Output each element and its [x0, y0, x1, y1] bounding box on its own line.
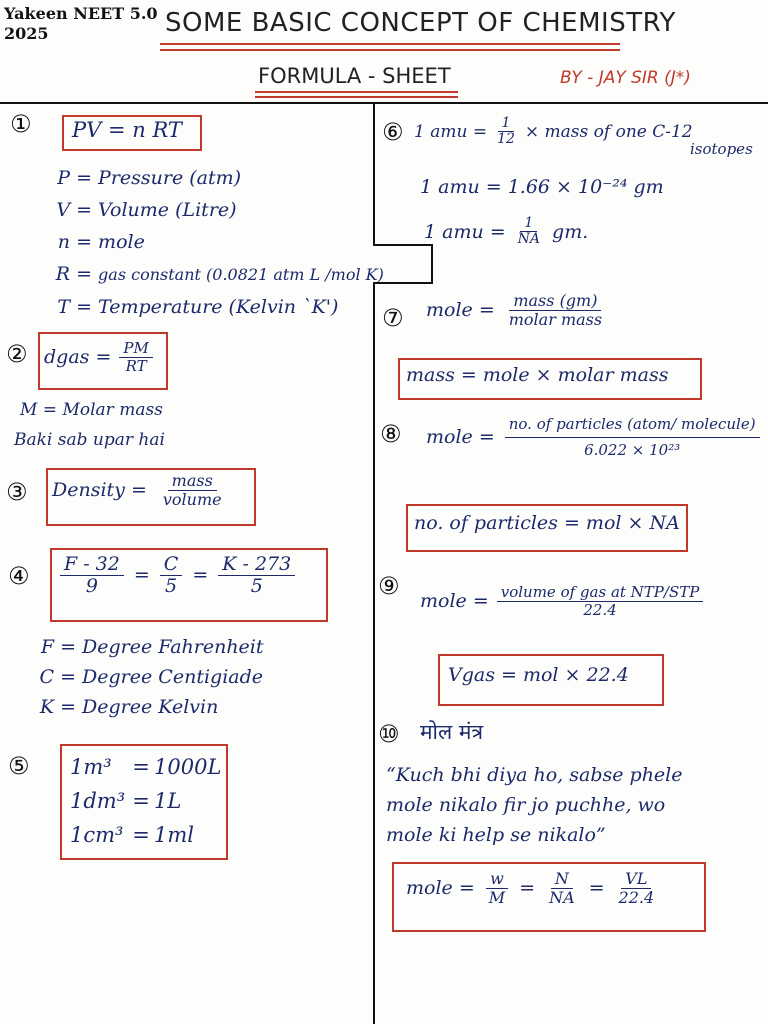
amu-fraction	[493, 116, 519, 148]
eq-sign: =	[132, 789, 150, 813]
n-fraction	[545, 870, 579, 906]
density-num: mass	[168, 472, 217, 491]
brand-line1: Yakeen NEET 5.0	[4, 4, 158, 23]
eq-sign: =	[132, 755, 150, 779]
w-fraction	[485, 870, 509, 906]
mantra-quote	[386, 760, 683, 850]
amu-value: 1 amu = 1.66 × 10⁻²⁴ gm	[420, 176, 664, 198]
mole-particles-fraction	[505, 416, 760, 458]
k-den: 5	[250, 574, 263, 597]
def-symbol: F =	[40, 636, 76, 658]
temperature-formula	[60, 554, 295, 597]
vl-den: 22.4	[618, 887, 655, 907]
amu-na-num: 1	[520, 216, 537, 232]
brand-label	[4, 4, 158, 44]
section-4-marker: ④	[8, 562, 30, 590]
mole-mass-formula	[426, 292, 606, 328]
mole-mantra-heading: मोल मंत्र	[420, 720, 484, 744]
def-row	[40, 194, 384, 226]
particles-box-formula: no. of particles = mol × NA	[414, 512, 680, 534]
mole-particles-den: 6.022 × 10²³	[584, 440, 681, 459]
k-fraction	[218, 554, 295, 597]
f-den: 9	[85, 574, 98, 597]
mole-volume-den: 22.4	[583, 600, 617, 619]
mole-volume-num: volume of gas at NTP/STP	[497, 584, 704, 602]
unit-left: 1m³	[70, 755, 112, 779]
density-formula	[52, 472, 226, 508]
dgas-lhs: dgas =	[44, 346, 112, 368]
def-desc: Volume (Litre)	[98, 199, 237, 221]
section-2-marker: ②	[6, 340, 28, 368]
c-fraction	[160, 554, 183, 597]
c-den: 5	[165, 574, 178, 597]
w-num: w	[486, 870, 508, 889]
f-fraction	[60, 554, 124, 597]
eq-sign: =	[519, 877, 536, 900]
mole-particles-formula	[426, 416, 760, 458]
amu-isotopes: isotopes	[690, 140, 753, 158]
mass-box-formula: mass = mole × molar mass	[406, 364, 669, 386]
unit-right: 1000L	[154, 755, 222, 779]
amu-na-unit: gm.	[552, 220, 589, 243]
molar-mass-note: M = Molar mass	[20, 400, 163, 420]
def-row	[40, 258, 384, 291]
density-gas-formula	[44, 340, 153, 374]
page-subtitle: FORMULA - SHEET	[258, 64, 451, 88]
density-fraction	[159, 472, 226, 508]
unit-right: 1ml	[154, 823, 194, 847]
unit-right: 1L	[154, 789, 182, 813]
eq-sign: =	[192, 564, 209, 587]
mole-summary-formula	[406, 870, 658, 906]
section-3-marker: ③	[6, 478, 28, 506]
eq-sign: =	[588, 877, 605, 900]
vl-fraction	[615, 870, 659, 906]
def-symbol: n =	[57, 231, 92, 253]
def-row	[30, 692, 264, 722]
amu-def	[414, 116, 693, 148]
amu-lhs: 1 amu =	[414, 121, 488, 142]
quote-line: mole nikalo fir jo puchhe, wo	[386, 794, 666, 816]
volume-units-table	[70, 750, 221, 852]
def-row	[30, 662, 264, 692]
section-6-marker: ⑥	[382, 118, 404, 146]
def-row	[40, 162, 384, 194]
def-symbol: C =	[39, 666, 76, 688]
unit-left: 1cm³	[70, 823, 124, 847]
c-num: C	[160, 554, 183, 576]
mole-lhs: mole =	[406, 877, 475, 900]
dgas-den: RT	[125, 356, 147, 375]
def-row	[40, 226, 384, 258]
unit-row	[70, 750, 221, 784]
mole-mass-num: mass (gm)	[509, 292, 601, 311]
quote-line: “Kuch bhi diya ho, sabse phele	[386, 764, 683, 786]
unit-left: 1dm³	[70, 789, 126, 813]
mole-lhs: mole =	[420, 590, 489, 612]
def-symbol: T =	[57, 296, 92, 318]
mole-mass-den: molar mass	[508, 309, 603, 329]
mole-lhs: mole =	[426, 299, 495, 322]
unit-row	[70, 818, 221, 852]
section-1-marker: ①	[10, 110, 32, 138]
eq-sign: =	[133, 564, 150, 587]
unit-row	[70, 784, 221, 818]
amu-na-den: NA	[517, 231, 541, 248]
section-10-marker: ⑩	[378, 720, 400, 748]
amu-den: 12	[497, 131, 515, 148]
mole-particles-num: no. of particles (atom/ molecule)	[505, 416, 760, 438]
def-desc: gas constant (0.0821 atm L /mol K)	[98, 265, 384, 284]
mole-lhs: mole =	[426, 426, 495, 448]
def-list-1	[40, 162, 384, 323]
vl-num: VL	[621, 870, 651, 889]
mole-mass-fraction	[505, 292, 606, 328]
def-desc: Degree Centigiade	[82, 666, 264, 688]
def-symbol: V =	[56, 199, 92, 221]
amu-na-fraction	[514, 216, 544, 248]
k-num: K - 273	[218, 554, 295, 576]
def-symbol: P =	[57, 167, 92, 189]
eq-sign: =	[132, 823, 150, 847]
amu-num: 1	[498, 116, 515, 132]
def-desc: Degree Fahrenheit	[82, 636, 264, 658]
w-den: M	[488, 887, 506, 907]
quote-line: mole ki help se nikalo”	[386, 824, 606, 846]
def-desc: mole	[98, 231, 145, 253]
section-9-marker: ⑨	[378, 572, 400, 600]
density-lhs: Density =	[52, 479, 147, 502]
dgas-num: PM	[119, 340, 152, 358]
section-7-marker: ⑦	[382, 304, 404, 332]
def-symbol: K =	[39, 696, 76, 718]
n-den: NA	[549, 887, 575, 907]
ideal-gas-formula: PV = n RT	[72, 118, 182, 142]
amu-na	[424, 216, 588, 248]
def-list-4	[30, 632, 264, 722]
def-desc: Degree Kelvin	[82, 696, 219, 718]
section-8-marker: ⑧	[380, 420, 402, 448]
mole-volume-formula	[420, 584, 703, 618]
amu-na-lhs: 1 amu =	[424, 220, 506, 243]
section-5-marker: ⑤	[8, 752, 30, 780]
density-den: volume	[162, 489, 222, 509]
mole-volume-fraction	[497, 584, 704, 618]
baki-note: Baki sab upar hai	[14, 430, 165, 450]
brand-line2: 2025	[4, 24, 49, 43]
author-credit: BY - JAY SIR (J*)	[560, 68, 691, 88]
page-title: SOME BASIC CONCEPT OF CHEMISTRY	[165, 8, 676, 38]
dgas-fraction	[119, 340, 152, 374]
n-num: N	[551, 870, 573, 889]
def-row	[40, 291, 384, 323]
amu-rest: × mass of one C-12	[524, 121, 693, 142]
def-row	[30, 632, 264, 662]
def-desc: Temperature (Kelvin `K')	[98, 296, 339, 318]
f-num: F - 32	[60, 554, 124, 576]
def-symbol: R =	[55, 263, 92, 285]
def-desc: Pressure (atm)	[98, 167, 242, 189]
vgas-box-formula: Vgas = mol × 22.4	[448, 664, 629, 686]
